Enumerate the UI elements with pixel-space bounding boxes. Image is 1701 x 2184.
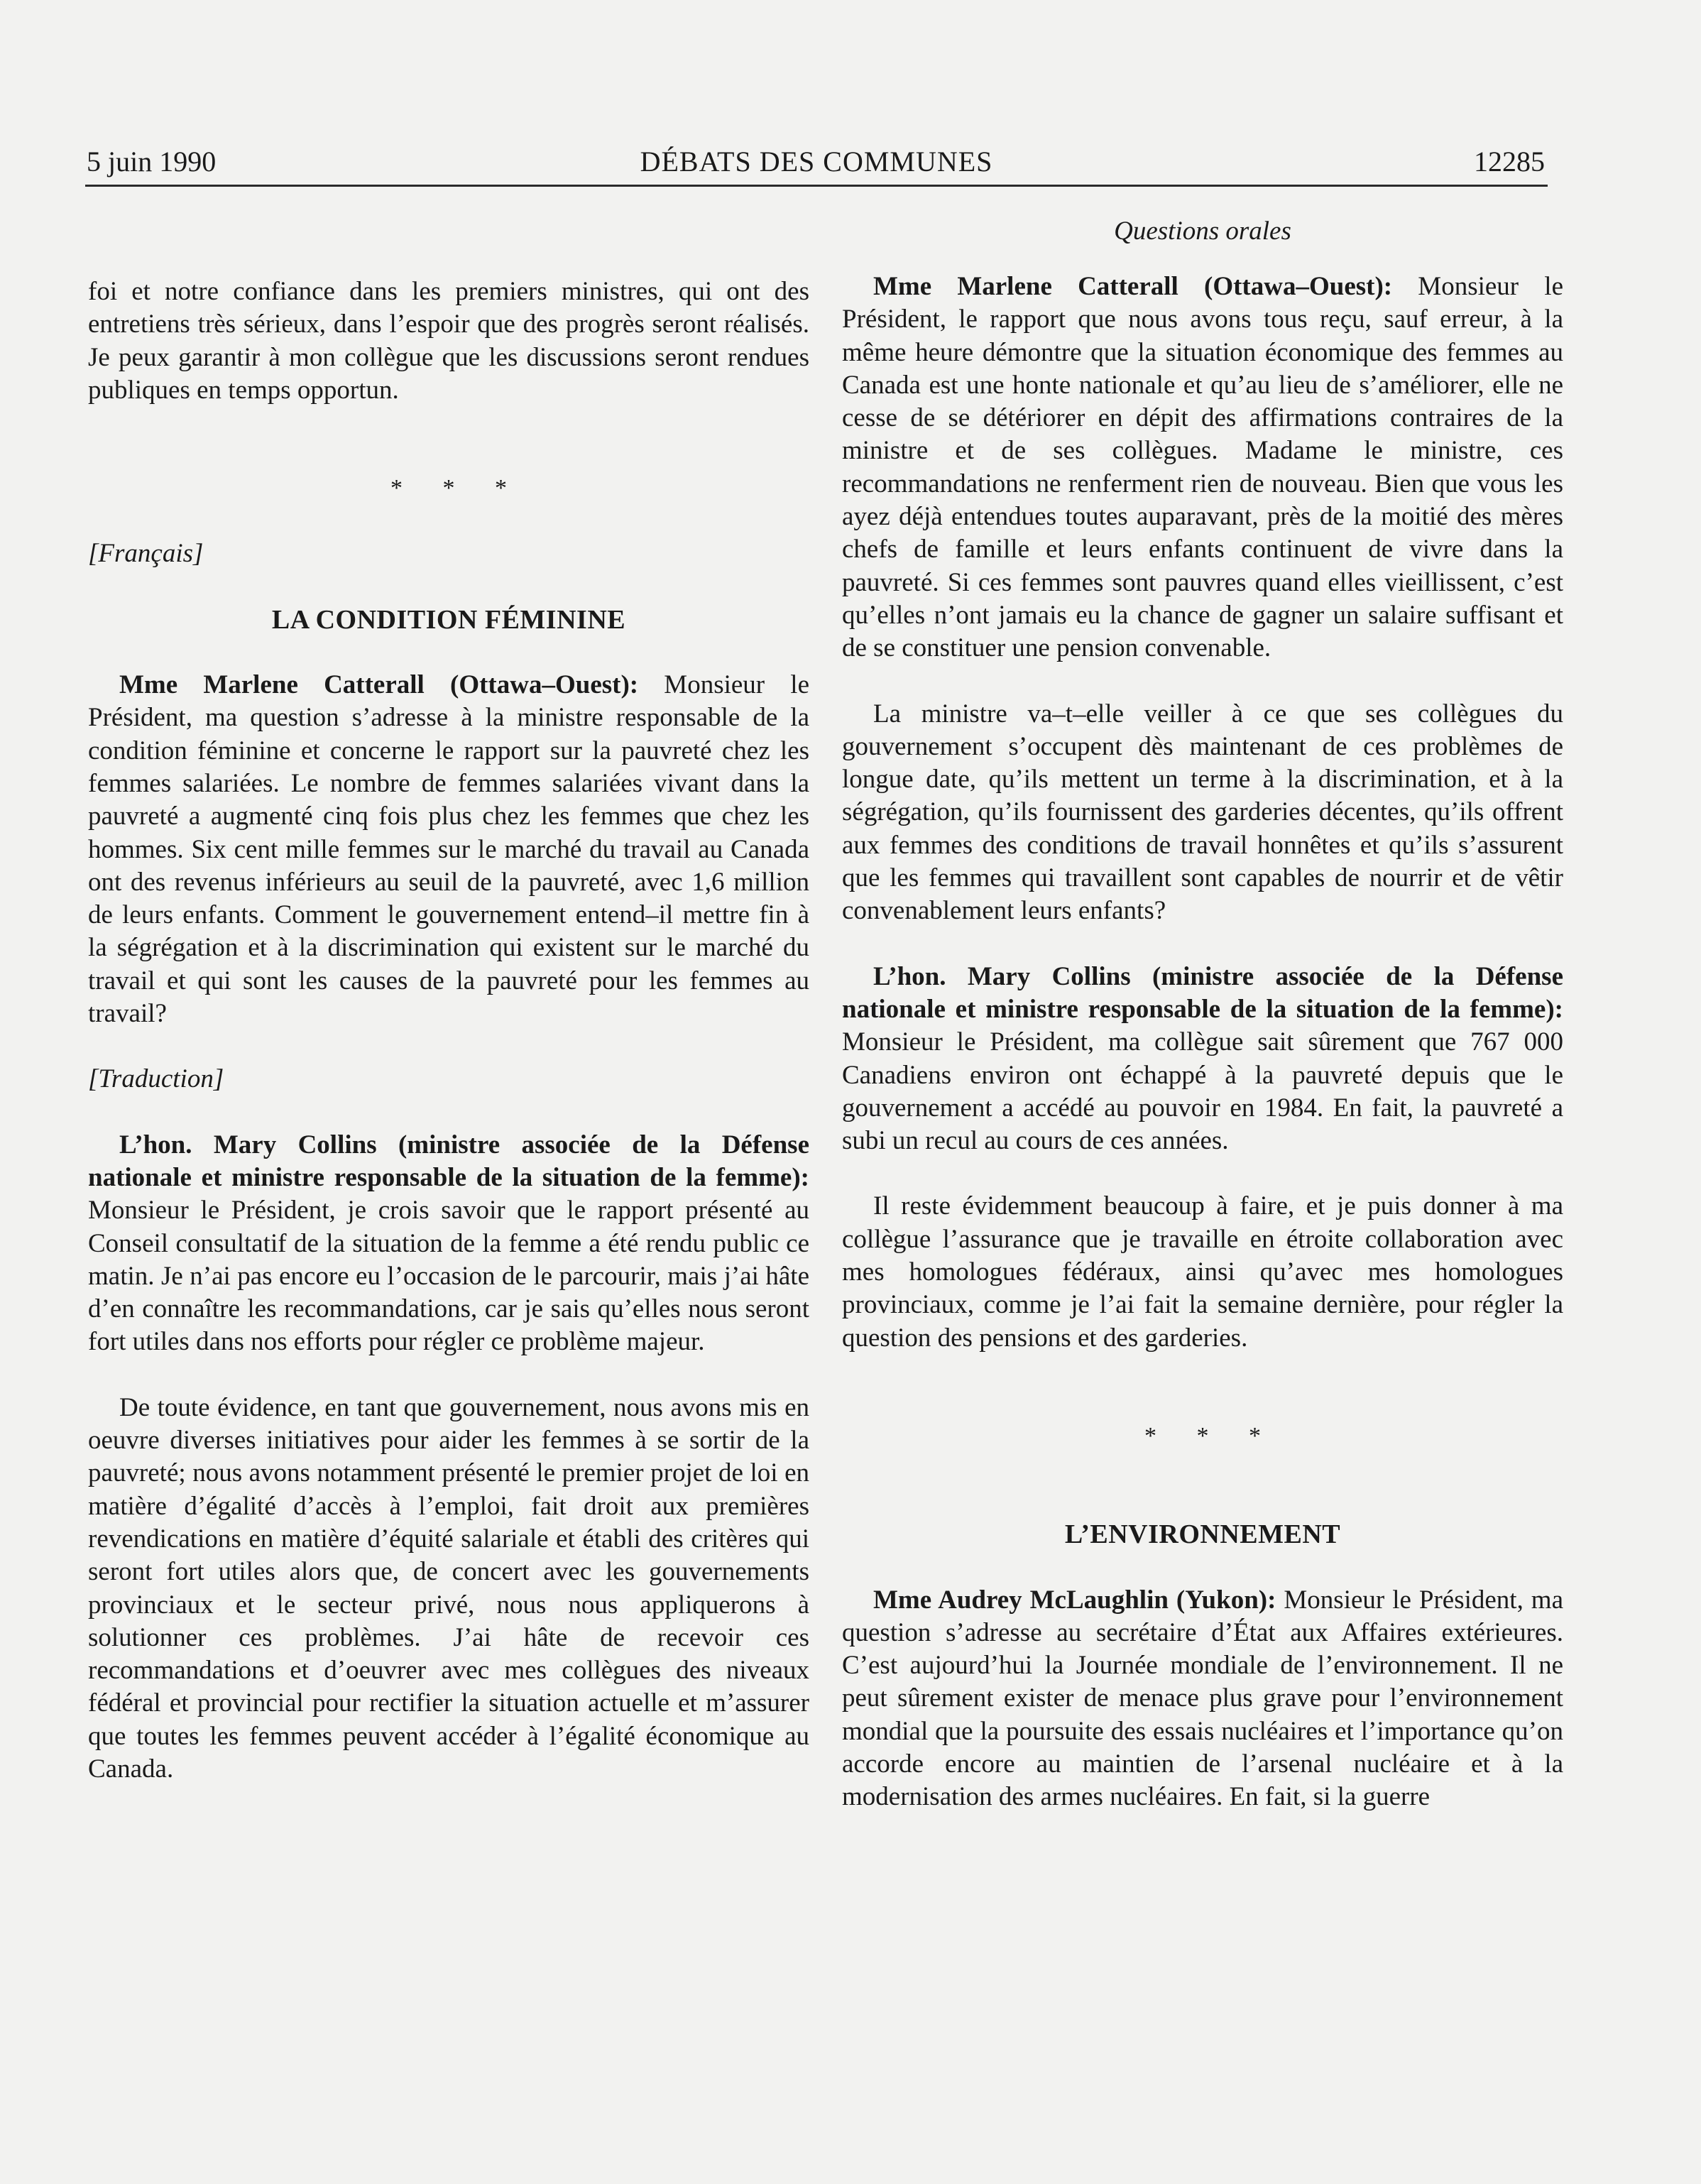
- speech-text: Monsieur le Président, ma collègue sait sûrement que 767 000 Canadiens environ ont échappé à la pauvreté depuis que le gouvernement a accédé au pouvoir en 1984. En fait, la pauvreté a subi un recul au cours de ces années.: [842, 1027, 1563, 1156]
- spacer: [842, 665, 1563, 698]
- spacer: [88, 1096, 809, 1129]
- speech-text: Monsieur le Président, ma question s’adresse au secrétaire d’État aux Affaires extérieures. C’est aujourd’hui la Journée mondiale de l’environnement. Il ne peut sûrement exister de menace plus grave pour l’environnement mondial que la poursuite des essais nucléaires et l’importance qu’on accorde encore au maintien de l’arsenal nucléaire et à la modernisation des armes nucléaires. En fait, si la guerre: [842, 1585, 1563, 1812]
- speaker-name: Mme Marlene Catterall (Ottawa–Ouest):: [873, 272, 1393, 301]
- page-header: [85, 141, 1548, 187]
- spacer: [88, 636, 809, 669]
- spacer: [842, 1387, 1563, 1420]
- paragraph: Il reste évidemment beaucoup à faire, et je puis donner à ma collègue l’assurance que je travaille en étroite collaboration avec mes homologues fédéraux, ainsi qu’avec mes homologues provinciaux, comme je l’ai fait la semaine dernière, pour régler la question des pensions et des garderies.: [842, 1191, 1563, 1353]
- paragraph: foi et notre confiance dans les premiers ministres, qui ont des entretiens très sérieux, dans l’espoir que des progrès seront réalisés. Je peux garantir à mon collègue que les discussions seront rendues publiques en temps opportun.: [88, 277, 809, 405]
- section-separator: * * *: [1144, 1422, 1278, 1449]
- section-separator: * * *: [390, 475, 524, 502]
- spacer: [88, 439, 809, 472]
- speaker-name: L’hon. Mary Collins (ministre associée de la Défense nationale et ministre responsable de la situation de la femme):: [842, 961, 1563, 1024]
- paragraph: De toute évidence, en tant que gouvernement, nous avons mis en oeuvre diverses initiatives pour aider les femmes à se sortir de la pauvreté; nous avons notamment présenté le premier projet de loi en matière d’égalité d’accès à l’emploi, fait droit aux premières revendications en matière d’équité salariale et établi des critères qui seront fort utiles alors que, de concert avec les gouvernements provinciaux et le secteur privé, nous nous appliquerons à solutionner ces problèmes. J’ai hâte de recevoir ces recommandations et d’oeuvrer avec mes collègues des niveaux fédéral et provincial pour rectifier la situation actuelle et m’assurer que toutes les femmes peuvent accéder à l’égalité économique au Canada.: [88, 1392, 809, 1784]
- paragraph: [88, 669, 809, 1030]
- spacer: [88, 1030, 809, 1063]
- speech-text: Monsieur le Président, le rapport que nous avons tous reçu, sauf erreur, à la même heure démontre que la situation économique des femmes au Canada est une honte nationale et qu’au lieu de s’améliorer, elle ne cesse de se détériorer en dépit des affirmations contraires de la ministre et de ses collègues. Madame le ministre, ces recommandations ne renferment rien de nouveau. Bien que vous les ayez déjà entendues toutes auparavant, près de la moitié des mères chefs de famille et leurs enfants continuent de vivre dans la pauvreté. Si ces femmes sont pauvres quand elles vieillissent, c’est qu’elles n’ont jamais eu la chance de gagner un salaire suffisant et de se constituer une pension convenable.: [842, 272, 1563, 663]
- spacer: [842, 1157, 1563, 1190]
- section-title: L’ENVIRONNEMENT: [1064, 1519, 1341, 1550]
- left-column: [88, 275, 809, 1786]
- header-date: 5 juin 1990: [87, 146, 217, 178]
- spacer: [88, 505, 809, 537]
- paragraph: [842, 961, 1563, 1158]
- speech-text: Monsieur le Président, ma question s’adresse à la ministre responsable de la condition féminine et concerne le rapport sur la pauvreté chez les femmes salariées. Le nombre de femmes salariées vivant dans la pauvreté a augmenté cinq fois plus chez les femmes que chez les hommes. Six cent mille femmes sur le marché du travail au Canada ont des revenus inférieurs au seuil de la pauvreté, avec 1,6 million de leurs enfants. Comment le gouvernement entend–il mettre fin à la ségrégation et à la discrimination qui existent sur le marché du travail et qui sont les causes de la pauvreté pour les femmes au travail?: [88, 670, 809, 1029]
- spacer: [88, 1359, 809, 1392]
- spacer: [842, 1355, 1563, 1387]
- language-tag: [Français]: [88, 539, 204, 569]
- spacer: [842, 1551, 1563, 1584]
- spacer: [842, 1485, 1563, 1518]
- right-column: [842, 271, 1563, 1814]
- paragraph: [842, 271, 1563, 665]
- speech-text: Monsieur le Président, je crois savoir que le rapport présenté au Conseil consultatif de la situation de la femme a été rendu public ce matin. Je n’ai pas encore eu l’occasion de le parcourir, mais j’ai hâte d’en connaître les recommandations, car je sais qu’elles nous seront fort utiles dans nos efforts pour régler ce problème majeur.: [88, 1196, 809, 1357]
- section-title: LA CONDITION FÉMININE: [271, 604, 626, 635]
- header-title: DÉBATS DES COMMUNES: [640, 146, 993, 178]
- spacer: [842, 1453, 1563, 1485]
- speaker-name: L’hon. Mary Collins (ministre associée de la Défense nationale et ministre responsable de la situation de la femme):: [88, 1130, 809, 1192]
- running-head: Questions orales: [1114, 217, 1291, 246]
- speaker-name: Mme Audrey McLaughlin (Yukon):: [873, 1585, 1276, 1615]
- header-page-number: 12285: [1474, 146, 1545, 178]
- spacer: [88, 407, 809, 439]
- speaker-name: Mme Marlene Catterall (Ottawa–Ouest):: [119, 670, 639, 700]
- paragraph: La ministre va–t–elle veiller à ce que ses collègues du gouvernement s’occupent dès maintenant de ces problèmes de longue date, qu’ils mettent un terme à la discrimination, et à la ségrégation, qu’ils fournissent des garderies décentes, qu’ils offrent aux femmes des conditions de travail honnêtes et qu’ils s’assurent que les femmes qui travaillent sont capables de nourrir et de vêtir convenablement leurs enfants?: [842, 699, 1563, 926]
- paragraph: [88, 1129, 809, 1359]
- paragraph: [842, 1584, 1563, 1814]
- spacer: [842, 928, 1563, 961]
- language-tag: [Traduction]: [88, 1064, 224, 1094]
- spacer: [88, 571, 809, 604]
